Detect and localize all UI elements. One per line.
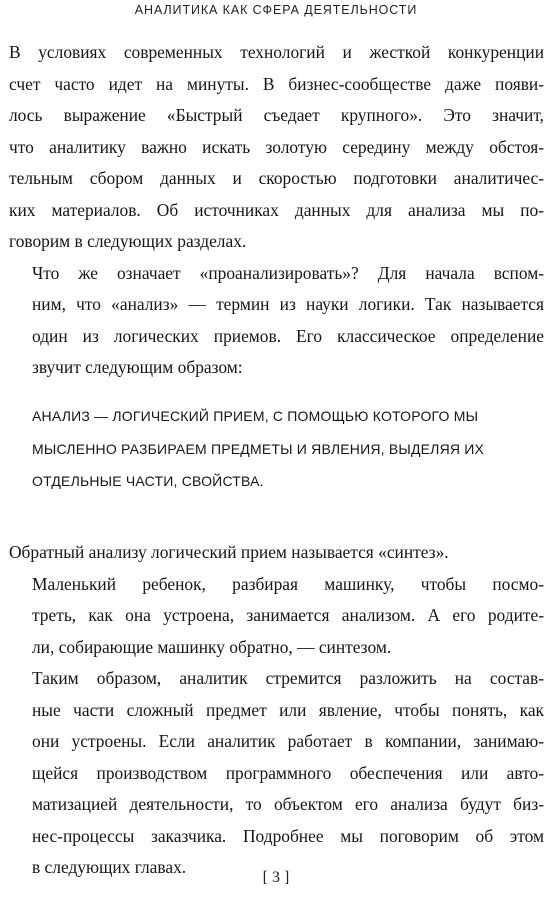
text-line: говорим в следующих разделах.	[9, 231, 247, 251]
text-line: один из логических приемов. Его классическое определение	[32, 325, 544, 346]
text-line: Маленький ребенок, разбирая машинку, чтобы посмо-	[32, 573, 544, 594]
text-line: ные части сложный предмет или явление, чтобы понять, как	[32, 699, 544, 720]
definition-line: АНАЛИЗ — ЛОГИЧЕСКИЙ ПРИЕМ, С ПОМОЩЬЮ КОТОРОГО МЫ	[32, 408, 479, 424]
text-line: щейся производством программного обеспечения или авто-	[32, 762, 544, 783]
text-block-bottom	[9, 537, 544, 884]
definition-line: ОТДЕЛЬНЫЕ ЧАСТИ, СВОЙСТВА.	[32, 473, 264, 489]
text-line: Обратный анализу логический прием называется «синтез».	[9, 542, 449, 562]
text-line: что аналитику важно искать золотую середину между обстоя-	[9, 136, 544, 157]
text-line: Таким образом, аналитик стремится разложить на состав-	[32, 668, 544, 688]
definition-line: МЫСЛЕННО РАЗБИРАЕМ ПРЕДМЕТЫ И ЯВЛЕНИЯ, ВЫДЕЛЯЯ ИХ	[32, 440, 485, 457]
text-line: ких материалов. Об источниках данных для анализа мы по-	[9, 199, 544, 220]
page-number: [ 3 ]	[262, 869, 290, 886]
text-line: они устроены. Если аналитик работает в компании, занимаю-	[32, 731, 544, 751]
text-line: звучит следующим образом:	[32, 357, 243, 377]
text-line: в следующих главах.	[32, 857, 187, 877]
text-line: ли, собирающие машинку обратно, — синтезом.	[32, 636, 392, 657]
text-block-top	[9, 37, 544, 384]
text-line: Что же означает «проанализировать»? Для начала вспом-	[32, 262, 544, 283]
text-line: тельным сбором данных и скоростью подготовки аналитичес-	[9, 168, 544, 188]
paragraph	[9, 258, 544, 384]
paragraph	[9, 537, 544, 569]
text-line: матизацией деятельности, то объектом его анализа будут биз-	[32, 794, 544, 814]
running-header: АНАЛИТИКА КАК СФЕРА ДЕЯТЕЛЬНОСТИ	[134, 3, 418, 17]
text-line: В условиях современных технологий и жесткой конкуренции	[9, 42, 544, 62]
text-line: нес-процессы заказчика. Подробнее мы поговорим об этом	[32, 825, 544, 846]
paragraph	[9, 37, 544, 258]
text-line: лось выражение «Быстрый съедает крупного». Это значит,	[9, 105, 544, 125]
paragraph	[9, 569, 544, 664]
text-line: счет часто идет на минуты. В бизнес-сообществе даже появи-	[9, 73, 544, 94]
paragraph	[9, 663, 544, 884]
definition-callout	[32, 400, 512, 498]
text-line: ним, что «анализ» — термин из науки логики. Так называется	[32, 294, 544, 314]
text-line: треть, как она устроена, занимается анализом. А его родите-	[32, 605, 544, 625]
